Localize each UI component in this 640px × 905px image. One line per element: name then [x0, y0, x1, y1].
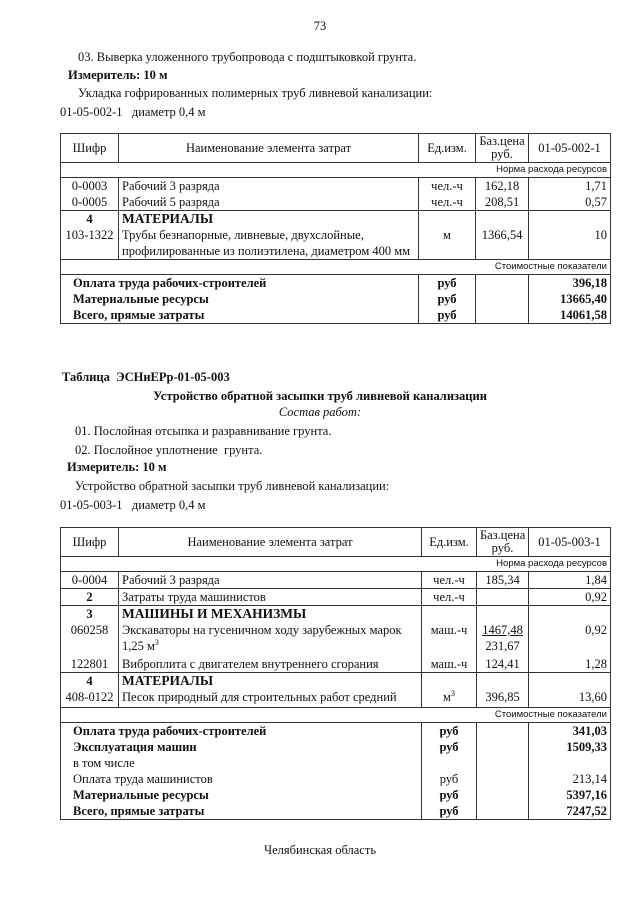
total-unit: руб [422, 739, 477, 755]
row-value: 0,92 [529, 622, 611, 656]
total-row [61, 307, 611, 324]
row-value: 0,57 [529, 194, 611, 211]
total-unit: руб [422, 723, 477, 740]
measure-label: Измеритель: 10 м [68, 68, 168, 82]
total-row [61, 275, 611, 292]
row-price: 124,41 [477, 656, 529, 673]
table-row [61, 606, 611, 623]
row-value: 1,71 [529, 178, 611, 195]
page-number: 73 [313, 19, 327, 33]
measure-label: Измеритель: 10 м [67, 460, 167, 474]
total-row [61, 803, 611, 820]
header-price: Баз.цена руб. [476, 134, 529, 163]
header-variant: 01-05-003-1 [529, 528, 611, 557]
header-name: Наименование элемента затрат [119, 134, 419, 163]
footer-region: Челябинская область [263, 843, 377, 857]
row-price-secondary: 231,67 [485, 639, 520, 653]
row-code: 103-1322 [65, 228, 114, 242]
row-name-continued: 1,25 м [122, 639, 155, 653]
row-price: 185,34 [477, 572, 529, 589]
row-unit: м [443, 690, 451, 704]
table-row [61, 194, 611, 211]
table-row [61, 227, 611, 260]
norm-label: Норма расхода ресурсов [61, 163, 611, 178]
row-name: Рабочий 3 разряда [119, 178, 419, 195]
row-name: Трубы безнапорные, ливневые, двухслойные, [122, 228, 364, 242]
total-name: Эксплуатация машин [73, 740, 197, 754]
total-name: Оплата труда машинистов [73, 772, 213, 786]
row-value: 13,60 [529, 689, 611, 708]
row-unit: чел.-ч [422, 572, 477, 589]
total-value: 396,18 [529, 275, 611, 292]
total-row [61, 755, 611, 771]
total-name: в том числе [73, 756, 135, 770]
row-name: МАШИНЫ И МЕХАНИЗМЫ [119, 606, 422, 623]
table-row [61, 178, 611, 195]
norm-label: Норма расхода ресурсов [61, 557, 611, 572]
row-unit: маш.-ч [422, 656, 477, 673]
header-price: Баз.цена руб. [477, 528, 529, 557]
total-unit: руб [419, 291, 476, 307]
row-code: 408-0122 [65, 690, 114, 704]
cost-label: Стоимостные показатели [61, 708, 611, 723]
total-value: 213,14 [529, 771, 611, 787]
row-code: 0-0004 [61, 572, 119, 589]
table-row [61, 589, 611, 606]
total-value: 13665,40 [529, 291, 611, 307]
row-value: 1,28 [529, 656, 611, 673]
total-value: 341,03 [529, 723, 611, 740]
row-value: 10 [529, 227, 611, 260]
norm-table-01-05-002 [60, 133, 611, 324]
row-name: Виброплита с двигателем внутреннего сгорания [119, 656, 422, 673]
header-unit: Ед.изм. [422, 528, 477, 557]
row-value: 0,92 [529, 589, 611, 606]
row-unit: маш.-ч [422, 622, 477, 656]
row-name: Затраты труда машинистов [119, 589, 422, 606]
row-price: 208,51 [476, 194, 529, 211]
row-code: 0-0005 [71, 195, 108, 209]
row-name: МАТЕРИАЛЫ [119, 673, 422, 690]
row-unit: м [419, 227, 476, 260]
work-step: 03. Выверка уложенного трубопровода с подштыковкой грунта. [78, 50, 417, 64]
total-name: Материальные ресурсы [73, 292, 209, 306]
total-value: 7247,52 [529, 803, 611, 820]
cost-label: Стоимостные показатели [61, 260, 611, 275]
total-name: Всего, прямые затраты [73, 804, 205, 818]
row-code: 2 [61, 589, 119, 606]
total-name: Всего, прямые затраты [73, 308, 205, 322]
table-row [61, 673, 611, 690]
work-step: 02. Послойное уплотнение грунта. [75, 443, 263, 457]
variant-label: 01-05-003-1 диаметр 0,4 м [60, 498, 206, 512]
total-value: 1509,33 [529, 739, 611, 755]
work-step: 01. Послойная отсыпка и разравнивание грунта. [75, 424, 332, 438]
row-name: МАТЕРИАЛЫ [119, 211, 419, 228]
superscript-3: 3 [154, 637, 159, 647]
row-price: 162,18 [476, 178, 529, 195]
total-unit: руб [419, 275, 476, 292]
description: Устройство обратной засыпки труб ливневой канализации: [75, 479, 390, 493]
total-unit: руб [419, 307, 476, 324]
header-code: Шифр [61, 528, 119, 557]
total-row [61, 723, 611, 740]
row-name: Экскаваторы на гусеничном ходу зарубежных марок [122, 623, 402, 637]
header-code: Шифр [61, 134, 119, 163]
row-code: 060258 [70, 623, 109, 637]
table-title: Таблица ЭСНиЕРр-01-05-003 [62, 370, 230, 384]
table-row [61, 656, 611, 673]
row-name: Рабочий 5 разряда [119, 194, 419, 211]
table-row [61, 622, 611, 656]
row-value: 1,84 [529, 572, 611, 589]
total-unit: руб [422, 787, 477, 803]
total-unit: руб [422, 803, 477, 820]
total-row [61, 771, 611, 787]
row-price: 1467,48 [482, 623, 523, 637]
row-code: 122801 [70, 657, 109, 671]
row-unit: чел.-ч [422, 589, 477, 606]
header-variant: 01-05-002-1 [529, 134, 611, 163]
total-value: 5397,16 [529, 787, 611, 803]
header-name: Наименование элемента затрат [119, 528, 422, 557]
row-name: Рабочий 3 разряда [119, 572, 422, 589]
total-row [61, 291, 611, 307]
row-price: 1366,54 [476, 227, 529, 260]
table-row [61, 689, 611, 708]
table-header [61, 528, 611, 557]
variant-label: 01-05-002-1 диаметр 0,4 м [60, 105, 206, 119]
table-row [61, 211, 611, 228]
row-code: 4 [61, 211, 119, 228]
total-row [61, 739, 611, 755]
total-name: Материальные ресурсы [73, 788, 209, 802]
norm-table-01-05-003 [60, 527, 611, 820]
total-name: Оплата труда рабочих-строителей [61, 723, 422, 740]
row-name-continued: профилированные из полиэтилена, диаметром 400 мм [122, 244, 411, 258]
row-unit: чел.-ч [419, 178, 476, 195]
total-value: 14061,58 [529, 307, 611, 324]
row-unit: чел.-ч [419, 194, 476, 211]
row-code: 0-0003 [61, 178, 119, 195]
section-title: Устройство обратной засыпки труб ливневой канализации [153, 389, 487, 403]
total-row [61, 787, 611, 803]
row-code: 3 [61, 606, 119, 623]
table-row [61, 572, 611, 589]
total-name: Оплата труда рабочих-строителей [61, 275, 419, 292]
table-header [61, 134, 611, 163]
header-unit: Ед.изм. [419, 134, 476, 163]
row-code: 4 [61, 673, 119, 690]
total-unit: руб [422, 771, 477, 787]
works-label: Состав работ: [278, 405, 362, 419]
row-price: 396,85 [477, 689, 529, 708]
row-name: Песок природный для строительных работ средний [119, 689, 422, 708]
description: Укладка гофрированных полимерных труб ливневой канализации: [78, 86, 433, 100]
superscript-3: 3 [450, 688, 455, 698]
